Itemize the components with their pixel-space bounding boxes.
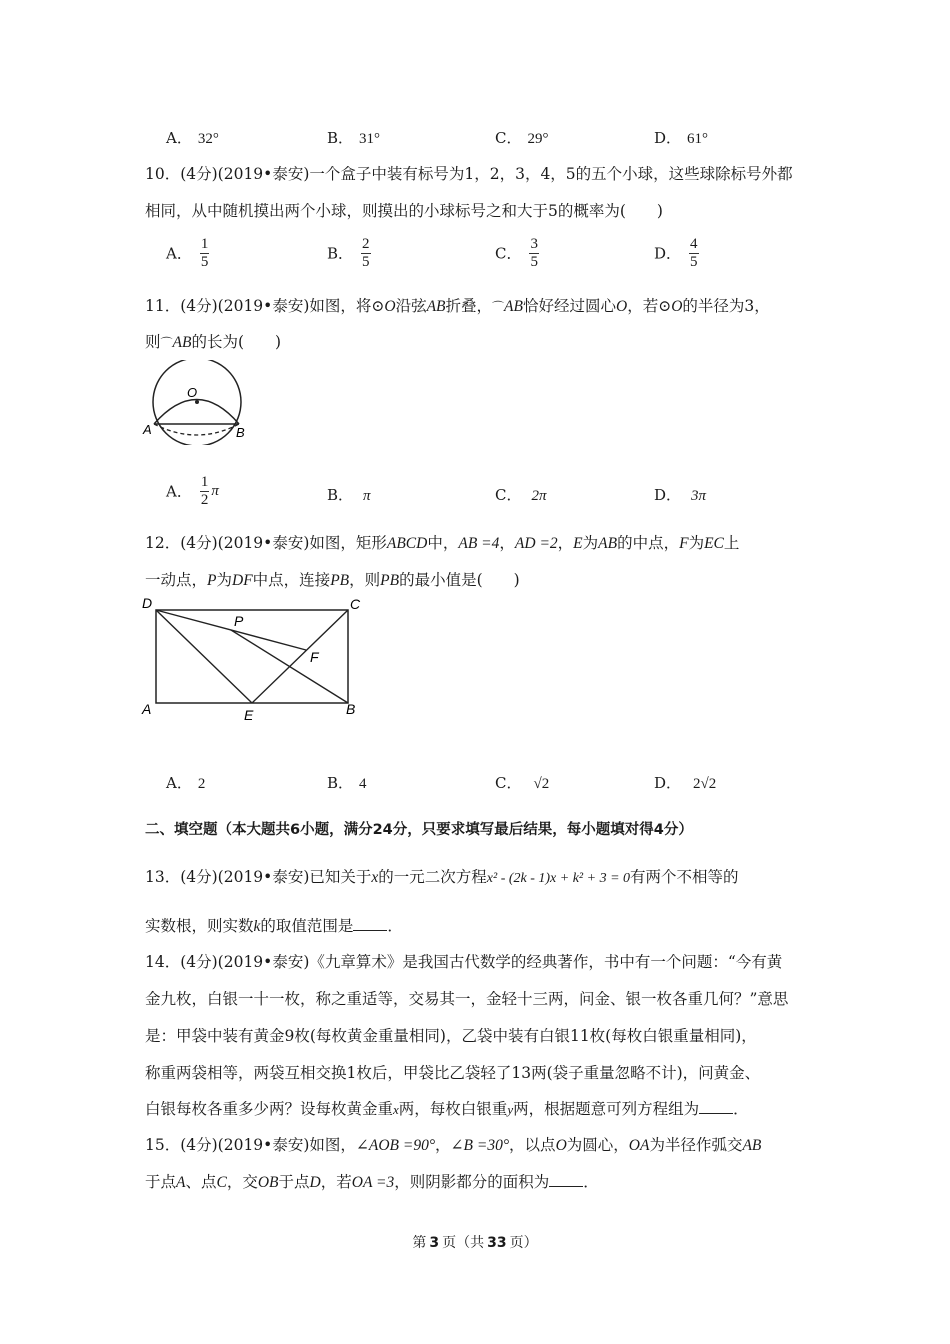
page-footer: 第 3 页（共 33 页） — [412, 1235, 538, 1251]
q11-line-2: 则⌒AB的长为( ) — [145, 333, 282, 351]
q12-label-b: B — [346, 701, 356, 717]
q12-line-2: 一动点，P为DF中点，连接PB，则PB的最小值是( ) — [145, 571, 520, 589]
arc-icon: ⌒ — [160, 336, 173, 350]
q12-label-f: F — [310, 649, 319, 665]
arc-icon: ⌒ — [492, 300, 505, 314]
q10-option-c: C． $\frac{3}{5}$ — [495, 236, 538, 270]
q13-line-1: 13．(4分)(2019•泰安)已知关于x的一元二次方程x² - (2k - 1)x + k² + 3 = 0有两个不相等的 — [145, 868, 739, 886]
q10-line-1: 10．(4分)(2019•泰安)一个盒子中装有标号为1，2，3，4，5的五个小球，这些球除标号外都 — [145, 165, 793, 183]
q9-option-d: D． 61° — [654, 129, 709, 147]
q12-line-pb — [231, 630, 348, 703]
q11-line-1: 11．(4分)(2019•泰安)如图，将⊙O沿弦AB折叠，⌒AB恰好经过圆心O，若⊙O的半径为3， — [145, 297, 770, 315]
q11-label-o: O — [187, 385, 198, 400]
section-header: 二、填空题（本大题共6小题，满分24分，只要求填写最后结果，每小题填对得4分） — [145, 822, 693, 838]
q11-option-a: A． $\frac{1}{2}$ π — [166, 474, 219, 508]
q12-rectangle — [156, 610, 348, 703]
q11-option-c: C． 2π — [495, 486, 547, 504]
q15-line-1: 15．(4分)(2019•泰安)如图，∠AOB =90°，∠B =30°，以点O为圆心，OA为半径作弧交AB — [145, 1136, 762, 1154]
q13-line-2: 实数根，则实数k的取值范围是 ． — [145, 917, 403, 935]
q14-line-1: 14．(4分)(2019•泰安)《九章算术》是我国古代数学的经典著作，书中有一个问题：“今有黄 — [145, 953, 783, 971]
q12-label-c: C — [350, 596, 361, 612]
q12-line-ec — [252, 610, 348, 703]
q10-option-d: D． $\frac{4}{5}$ — [654, 236, 698, 270]
q10-option-b: B． $\frac{2}{5}$ — [327, 236, 370, 270]
q12-figure — [138, 592, 373, 727]
q9-option-a: A． 32° — [166, 129, 219, 147]
q11-label-b: B — [236, 425, 245, 440]
q11-center-dot — [195, 400, 199, 404]
q12-option-b: B． 4 — [327, 774, 367, 792]
q12-label-a: A — [142, 701, 152, 717]
q9-option-c: C． 29° — [495, 129, 549, 147]
q14-line-5: 白银每枚各重多少两？设每枚黄金重x两，每枚白银重y两，根据题意可列方程组为 ． — [145, 1100, 749, 1118]
q12-label-p: P — [234, 613, 244, 629]
q12-option-d: D． 2√2 — [654, 774, 717, 792]
q12-label-d: D — [142, 595, 153, 611]
q11-label-a: A — [143, 422, 152, 437]
q11-option-d: D． 3π — [654, 486, 707, 504]
q10-line-2: 相同，从中随机摸出两个小球，则摸出的小球标号之和大于5的概率为( ) — [145, 202, 663, 220]
q12-label-e: E — [244, 707, 254, 723]
answer-blank[interactable] — [549, 1174, 583, 1187]
q10-option-a: A． $\frac{1}{5}$ — [166, 236, 209, 270]
q14-line-4: 称重两袋相等，两袋互相交换1枚后，甲袋比乙袋轻了13两(袋子重量忽略不计)，问黄金、 — [145, 1064, 761, 1082]
answer-blank[interactable] — [699, 1101, 733, 1114]
q14-line-3: 是：甲袋中装有黄金9枚(每枚黄金重量相同)，乙袋中装有白银11枚(每枚白银重量相同)， — [145, 1027, 757, 1045]
q12-option-c: C． √2 — [495, 774, 550, 792]
q12-line-1: 12．(4分)(2019•泰安)如图，矩形ABCD中，AB =4，AD =2，E为AB的中点，F为EC上 — [145, 534, 740, 552]
q11-option-b: B． π — [327, 486, 371, 504]
answer-blank[interactable] — [353, 918, 387, 931]
q12-option-a: A． 2 — [166, 774, 206, 792]
q15-line-2: 于点A、点C，交OB于点D，若OA =3，则阴影都分的面积为 ． — [145, 1173, 599, 1191]
q9-option-b: B． 31° — [327, 129, 381, 147]
q11-figure — [140, 360, 250, 445]
q14-line-2: 金九枚，白银一十一枚，称之重适等，交易其一，金轻十三两，问金、银一枚各重几何？”意思 — [145, 990, 789, 1008]
